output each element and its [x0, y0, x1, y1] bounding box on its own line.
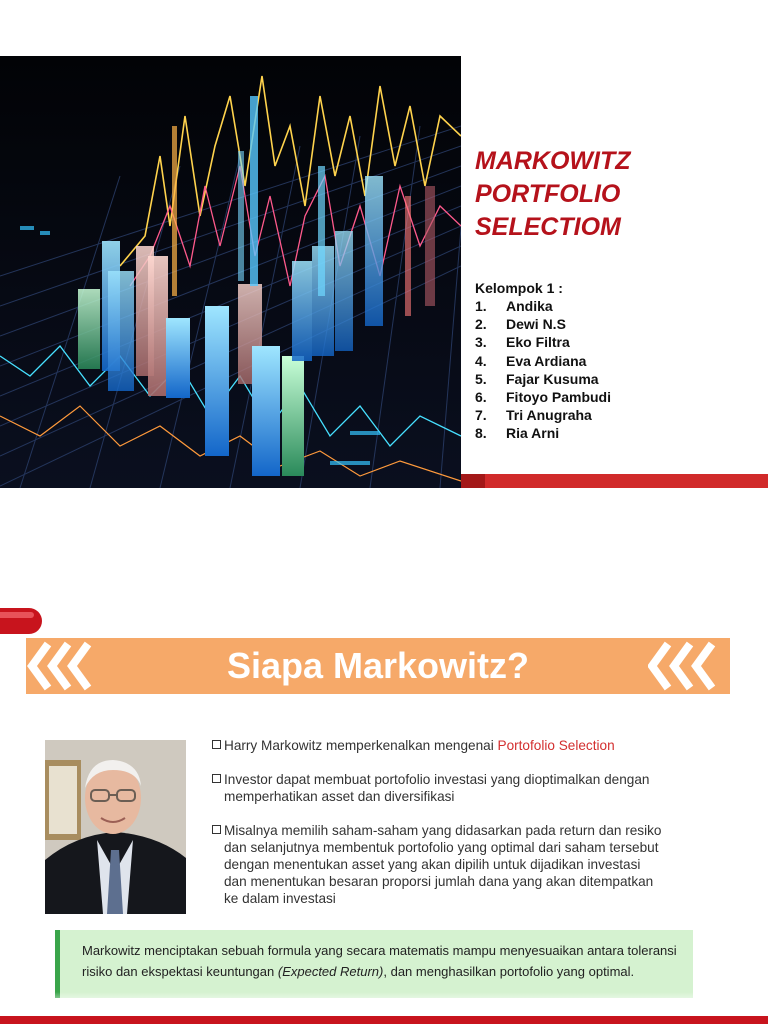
member-number: 5. — [475, 370, 487, 387]
member-name: Ria Arni — [506, 425, 560, 442]
harry-markowitz-photo — [45, 740, 186, 914]
member-item — [475, 333, 611, 351]
checkbox-square-icon — [212, 740, 221, 749]
member-item — [475, 315, 611, 333]
bullet-text: Investor dapat membuat portofolio investasi yang dioptimalkan dengan memperhatikan asset dan diversifikasi — [224, 772, 650, 804]
presentation-title — [475, 145, 765, 244]
title-line: MARKOWITZ — [475, 147, 631, 175]
financial-chart-image — [0, 56, 461, 488]
member-number: 2. — [475, 316, 487, 333]
content-slide — [0, 600, 768, 1024]
note-text-end: , dan menghasilkan portofolio yang optimal. — [383, 964, 635, 979]
member-number: 7. — [475, 407, 487, 424]
member-name: Tri Anugraha — [506, 407, 592, 424]
summary-note — [55, 930, 693, 998]
chevron-right-icon — [648, 638, 730, 694]
title-slide — [0, 56, 768, 488]
bullet-item — [212, 771, 662, 805]
bullet-highlight: Portofolio Selection — [497, 738, 615, 753]
fade-overlay — [26, 992, 732, 1008]
bullet-item — [212, 822, 662, 907]
member-item — [475, 370, 611, 388]
slide-title: Siapa Markowitz? — [226, 645, 530, 686]
checkbox-square-icon — [212, 825, 221, 834]
member-name: Dewi N.S — [506, 316, 566, 333]
member-item — [475, 424, 611, 442]
member-item — [475, 388, 611, 406]
group-members — [475, 279, 611, 443]
chart-illustration — [0, 56, 461, 488]
note-text: Markowitz menciptakan sebuah formula yang secara matematis mampu menyesuaikan antara toleransi risiko dan ekspektasi keuntungan — [82, 943, 677, 979]
bullet-text: Harry Markowitz memperkenalkan mengenai — [224, 738, 498, 753]
bullet-list — [212, 737, 662, 924]
member-name: Fajar Kusuma — [506, 370, 599, 387]
bottom-accent-bar — [0, 1016, 768, 1024]
member-number: 4. — [475, 352, 487, 369]
note-italic: (Expected Return) — [277, 964, 384, 979]
member-number: 8. — [475, 425, 487, 442]
member-item — [475, 406, 611, 424]
member-number: 6. — [475, 389, 487, 406]
red-tab-decoration — [0, 608, 42, 634]
title-line: SELECTIOM — [475, 213, 621, 241]
member-name: Eko Filtra — [506, 334, 570, 351]
member-number: 3. — [475, 334, 487, 351]
member-name: Eva Ardiana — [506, 352, 587, 369]
member-item — [475, 297, 611, 315]
title-banner — [26, 638, 730, 694]
member-number: 1. — [475, 298, 487, 314]
bullet-text: Misalnya memilih saham-saham yang didasarkan pada return dan resiko dan selanjutnya membentuk portofolio yang optimal dari saham tersebut dengan menentukan asset yang akan dipilih untuk dijadikan investasi dan menentukan besaran proporsi jumlah dana yang akan ditempatkan ke dalam investasi — [224, 823, 662, 906]
checkbox-square-icon — [212, 774, 221, 783]
title-line: PORTFOLIO — [475, 180, 621, 208]
bullet-item — [212, 737, 662, 754]
member-name: Andika — [506, 298, 553, 314]
group-heading: Kelompok 1 : — [475, 280, 563, 296]
member-item — [475, 352, 611, 370]
member-name: Fitoyo Pambudi — [506, 389, 611, 406]
accent-bar — [461, 474, 768, 488]
